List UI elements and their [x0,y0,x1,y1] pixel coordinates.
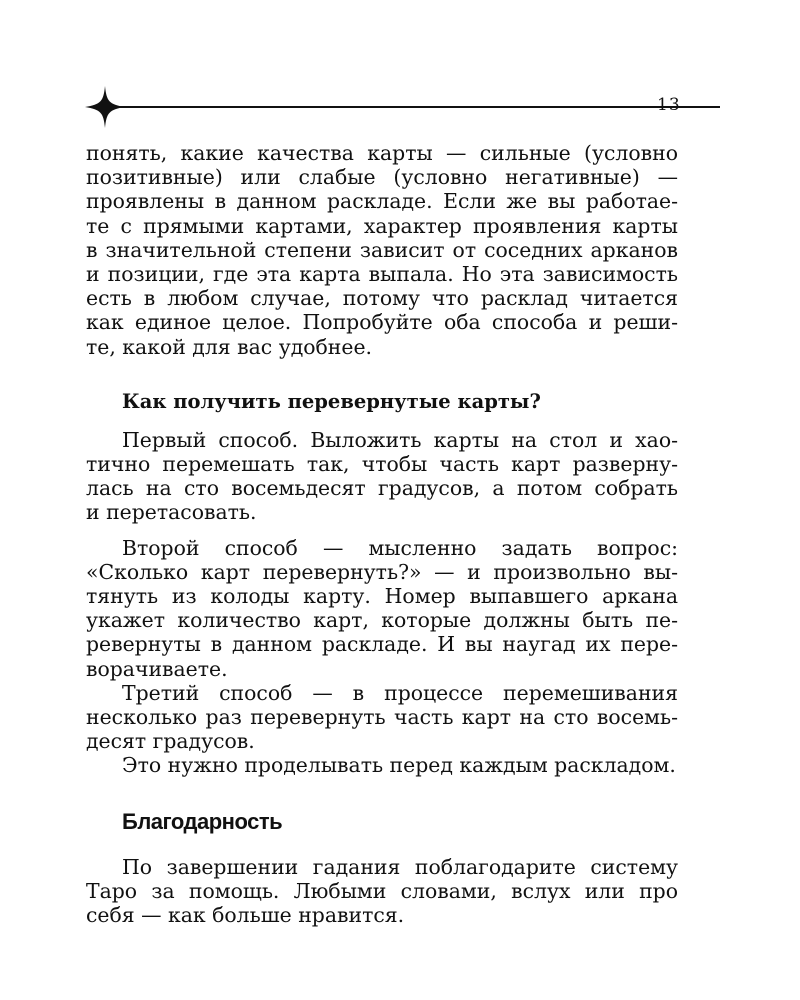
question-heading: Как получить перевернутые карты? [122,389,541,413]
text-line: есть в любом случае, потому что расклад читается [86,286,678,311]
text-line: Второй способ — мысленно задать вопрос: [122,535,678,560]
paragraph-third-method [86,681,678,754]
paragraph-second-method [86,536,678,681]
text-line: Первый способ. Выложить карты на стол и хао- [122,427,678,452]
paragraph-every-spread [86,753,678,777]
text-line: тянуть из колоды карту. Номер выпавшего аркана [86,584,678,609]
text-line: Таро за помощь. Любыми словами, вслух или про [86,878,678,903]
text-line: себя — как больше нравится. [86,903,405,928]
text-line: в значительной степени зависит от соседних арканов [86,237,678,262]
paragraph-1 [86,141,678,359]
text-line: лась на сто восемьдесят градусов, а потом собрать [86,476,678,501]
text-line: несколько раз перевернуть часть карт на сто восемь- [86,705,678,730]
page-number: 13 [657,95,681,115]
text-line: По завершении гадания поблагодарите систему [122,854,678,879]
text-line: тично перемешать так, чтобы часть карт разверну- [86,452,678,477]
text-line: как единое целое. Попробуйте оба способа и реши- [86,310,678,335]
page-header [85,86,685,128]
text-line: и перетасовать. [86,500,257,525]
text-line: «Сколько карт перевернуть?» — и произвольно вы- [86,559,678,584]
paragraph-gratitude [86,855,678,928]
text-line: проявлены в данном раскладе. Если же вы работае- [86,189,678,214]
text-line: Третий способ — в процессе перемешивания [122,680,678,705]
header-rule [111,106,720,108]
text-line: те с прямыми картами, характер проявления карты [86,213,678,238]
text-line: десят градусов. [86,729,255,754]
section-title-gratitude: Благодарность [122,808,283,834]
text-line: ворачиваете. [86,656,228,681]
page-body [86,141,678,927]
text-line: ревернуты в данном раскладе. И вы наугад их пере- [86,632,678,657]
text-line: те, какой для вас удобнее. [86,334,373,359]
text-line: и позиции, где эта карта выпала. Но эта зависимость [86,262,678,287]
text-line: укажет количество карт, которые должны быть пе- [86,608,678,633]
text-line: понять, какие качества карты — сильные (условно [86,141,678,165]
text-line: Это нужно проделывать перед каждым раскладом. [122,753,676,778]
paragraph-first-method [86,428,678,525]
text-line: позитивные) или слабые (условно негативные) — [86,165,678,190]
